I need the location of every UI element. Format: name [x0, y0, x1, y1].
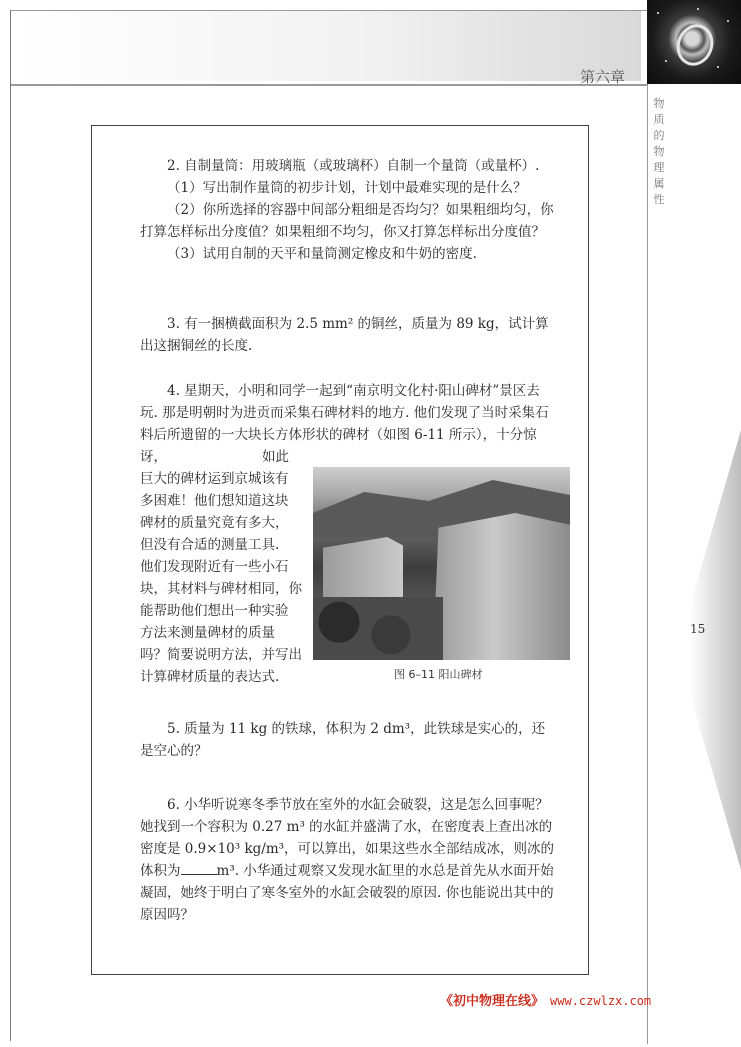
q4-wrap-line: 方法来测量碑材的质量 [140, 625, 275, 641]
side-char: 属 [653, 177, 665, 190]
side-char: 物 [653, 145, 665, 158]
side-char: 物 [653, 97, 665, 110]
q2-part1: （1）写出制作量筒的初步计划，计划中最难实现的是什么？ [167, 180, 527, 196]
q4-wrap-line: 巨大的碑材运到京城该有 [140, 471, 289, 487]
q4-wrap-line: 吗？简要说明方法，并写出 [140, 647, 302, 663]
q2-title: 2. 自制量筒：用玻璃瓶（或玻璃杯）自制一个量筒（或量杯）. [167, 158, 540, 174]
side-char: 理 [653, 161, 665, 174]
q6-part1: 6. 小华听说寒冬季节放在室外的水缸会破裂，这是怎么回事呢？她找到一个容积为 0.27 m³ 的水缸并盛满了水，在密度表上查出冰的密度是 0.9×10³ kg/m³，可以算出，如果这些水全部结成冰，则冰的体积为 [140, 797, 555, 879]
q4-intro: 4. 星期天，小明和同学一起到“南京明文化村·阳山碑材”景区去玩. 那是明朝时为进贡而采集石碑材料的地方. 他们发现了当时采集石料后所遗留的一大块长方体形状的碑材（如图 6-11 所示），十分惊讶， [140, 383, 549, 465]
question-6 [140, 794, 555, 926]
question-3 [140, 313, 555, 357]
header-bar [11, 11, 641, 81]
nebula-image [647, 0, 741, 84]
q4-wrap-line: 碑材的质量究竟有多大， [140, 515, 289, 531]
watermark-url: www.czwlzx.com [550, 994, 652, 1008]
figure-caption: 图 6–11 阳山碑材 [394, 668, 483, 681]
q4-wrap-line: 但没有合适的测量工具. [140, 537, 280, 553]
watermark-text: 《初中物理在线》 [440, 994, 545, 1009]
question-4 [140, 380, 555, 468]
question-2 [140, 155, 555, 265]
side-char: 的 [653, 129, 665, 142]
side-title [652, 96, 666, 208]
q4-wrap-line: 他们发现附近有一些小石 [140, 559, 289, 575]
answer-blank [181, 862, 217, 875]
header-rule [11, 84, 647, 86]
q4-wrap-line: 计算碑材质量的表达式. [140, 669, 280, 685]
q4-wrap-line: 能帮助他们想出一种实验 [140, 603, 289, 619]
q5-text: 5. 质量为 11 kg 的铁球，体积为 2 dm³，此铁球是实心的，还是空心的？ [140, 721, 546, 759]
yangshan-stele-photo [313, 467, 570, 660]
side-char: 性 [653, 193, 665, 206]
q4-wrap-line: 多困难！他们想知道这块 [140, 493, 289, 509]
q4-wrap-line: 块，其材料与碑材相同，你 [140, 581, 302, 597]
question-5 [140, 718, 555, 762]
side-rule [647, 84, 648, 1044]
page-number: 15 [690, 622, 706, 636]
q2-part3: （3）试用自制的天平和量筒测定橡皮和牛奶的密度. [167, 246, 477, 262]
q6-text [140, 794, 555, 926]
q3-text: 3. 有一捆横截面积为 2.5 mm² 的铜丝，质量为 89 kg，试计算出这捆铜丝的长度. [140, 316, 549, 354]
question-4-wrap [140, 449, 310, 688]
chapter-title: 第六章 [580, 68, 626, 86]
q2-part2: （2）你所选择的容器中间部分粗细是否均匀？如果粗细均匀，你打算怎样标出分度值？如果粗细不均匀，你又打算怎样标出分度值？ [140, 202, 554, 240]
q4-wrap-line: 如此 [262, 449, 289, 465]
side-char: 质 [653, 113, 665, 126]
watermark [440, 990, 651, 1009]
q6-part2: m³. 小华通过观察又发现水缸里的水总是首先从水面开始凝固，她终于明白了寒冬室外的水缸会破裂的原因. 你也能说出其中的原因吗？ [140, 863, 554, 923]
